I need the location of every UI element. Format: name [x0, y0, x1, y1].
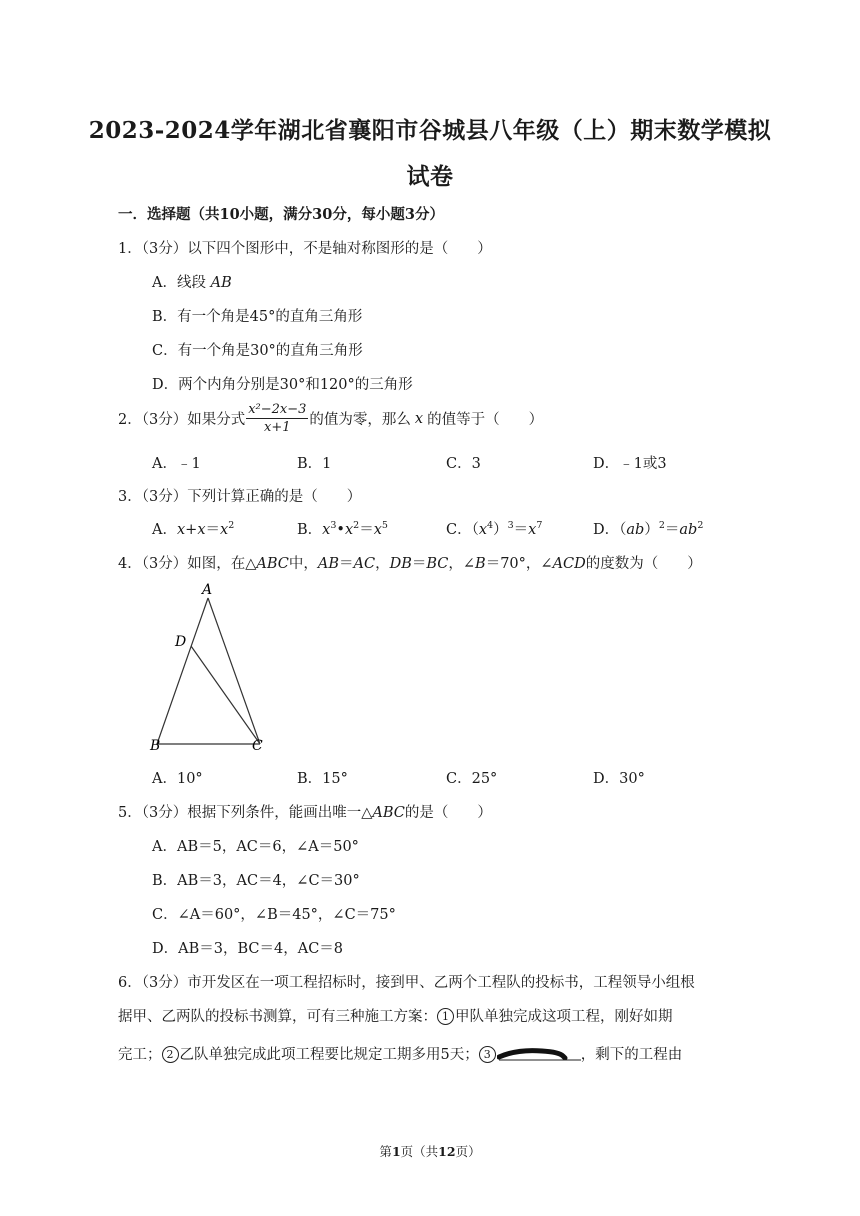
question-5-option-d: D．AB＝3，BC＝4，AC＝8	[152, 941, 344, 957]
question-5-stem: 5．（3分）根据下列条件，能画出唯一△ABC的是（ ）	[118, 805, 492, 821]
question-6-line1: 6．（3分）市开发区在一项工程招标时，接到甲、乙两个工程队的投标书，工程领导小组根	[118, 975, 695, 991]
question-3-option-c: C．$(x^4)^3=x^7$	[446, 520, 543, 538]
vertex-label-c: C	[252, 738, 263, 753]
question-2-stem: 2．（3分）如果分式 $\frac{\text{x²−2x−3}}{x+1}$ 的值为零，那么 x 的值等于（ ）	[118, 402, 544, 435]
page-title: 2023-2024学年湖北省襄阳市谷城县八年级（上）期末数学模拟	[88, 117, 772, 144]
question-2-option-b: B．1	[297, 456, 332, 472]
segment-ac	[208, 598, 260, 744]
question-5-option-c: C．∠A＝60°，∠B＝45°，∠C＝75°	[152, 907, 396, 923]
vertex-label-d: D	[175, 634, 187, 650]
question-5-option-b: B．AB＝3，AC＝4，∠C＝30°	[152, 873, 360, 889]
question-2-option-c: C．3	[446, 456, 481, 472]
question-1-option-c: C．有一个角是30°的直角三角形	[152, 343, 363, 359]
question-4-option-a: A．10°	[152, 771, 203, 787]
question-5-option-a: A．AB＝5，AC＝6，∠A＝50°	[152, 839, 359, 855]
question-1-option-b: B．有一个角是45°的直角三角形	[152, 309, 363, 325]
question-3-option-a: A．$x+x=x^2$	[152, 520, 235, 538]
question-3-option-b: B．$x^3•x^2=x^5$	[297, 520, 388, 538]
page-footer: 第1页（共12页）	[379, 1144, 481, 1159]
question-4-option-c: C．25°	[446, 771, 498, 787]
circled-number-2: 2	[162, 1046, 179, 1063]
question-2-option-a: A．﹣1	[152, 456, 201, 472]
question-1-option-d: D．两个内角分别是30°和120°的三角形	[152, 377, 413, 393]
circled-number-3: 3	[479, 1046, 496, 1063]
vertex-label-a: A	[202, 582, 213, 598]
section-heading: 一．选择题（共10小题，满分30分，每小题3分）	[118, 206, 444, 223]
page-title-line2: 试卷	[406, 163, 454, 190]
question-4-option-b: B．15°	[297, 771, 348, 787]
triangle-figure	[140, 578, 280, 753]
question-4-option-d: D．30°	[593, 771, 645, 787]
question-1-stem: 1．（3分）以下四个图形中，不是轴对称图形的是（ ）	[118, 241, 492, 257]
redaction-mark	[497, 1047, 581, 1061]
fraction: $\frac{\text{x²−2x−3}}{x+1}$	[248, 402, 307, 435]
vertex-label-b: B	[150, 738, 161, 753]
question-3-option-d: D．$(ab)^2=ab^2$	[593, 520, 704, 538]
segment-ab	[157, 598, 208, 744]
circled-number-1: 1	[437, 1008, 454, 1025]
segment-dc	[191, 646, 260, 744]
question-1-option-a: A．线段 AB	[152, 275, 232, 291]
question-6-line3: 完工； 2 乙队单独完成此项工程要比规定工期多用5天； 3 ，剩下的工程由	[118, 1047, 683, 1063]
question-2-option-d: D．﹣1或3	[593, 456, 667, 472]
question-3-stem: 3．（3分）下列计算正确的是（ ）	[118, 489, 362, 505]
question-4-stem: 4．（3分）如图，在△ABC中，AB＝AC，DB＝BC，∠B＝70°，∠ACD的度数为（ ）	[118, 556, 702, 572]
question-6-line2: 据甲、乙两队的投标书测算，可有三种施工方案： 1 甲队单独完成这项工程，刚好如期	[118, 1009, 673, 1025]
